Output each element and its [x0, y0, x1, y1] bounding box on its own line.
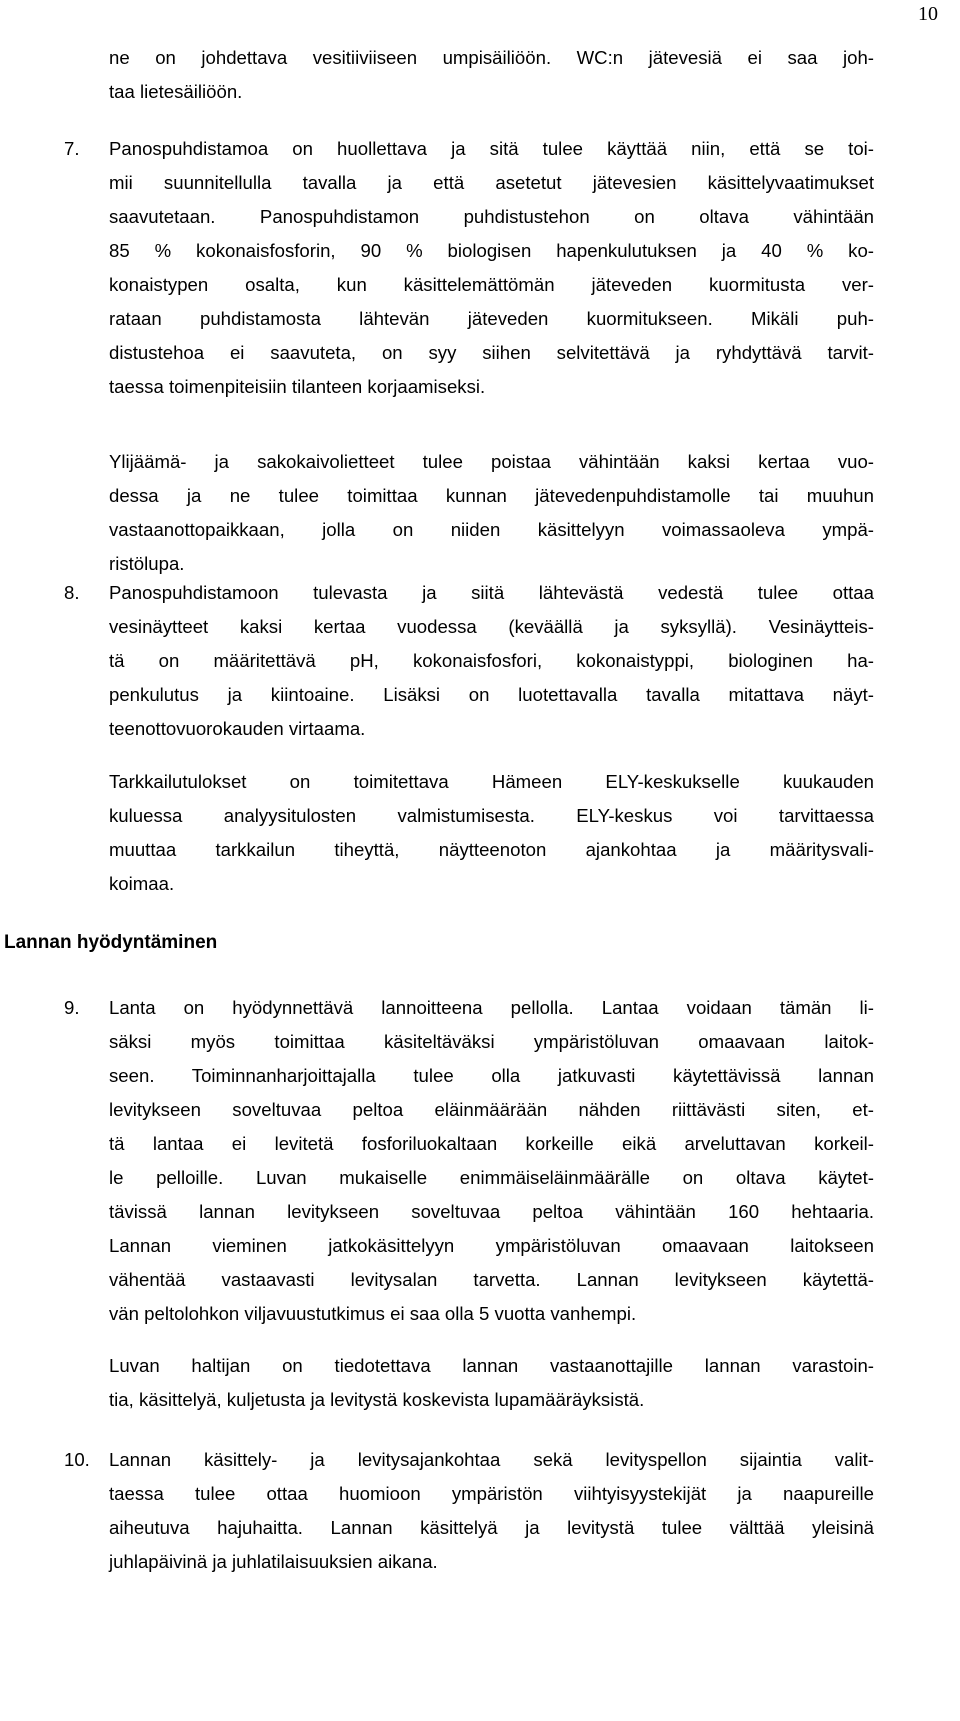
text-line: teenottovuorokauden virtaama.	[109, 718, 366, 739]
text-line: tia, käsittelyä, kuljetusta ja levitystä koskevista lupamääräyksistä.	[109, 1389, 645, 1410]
text-line: taessa tulee ottaa huomioon ympäristön viihtyisyystekijät ja naapureille	[109, 1483, 874, 1504]
text-line: dessa ja ne tulee toimittaa kunnan jätevedenpuhdistamolle tai muuhun	[109, 485, 874, 506]
item-number: 8.	[64, 582, 80, 603]
text-line: Lanta on hyödynnettävä lannoitteena pellolla. Lantaa voidaan tämän li-	[109, 997, 874, 1018]
text-line: muuttaa tarkkailun tiheyttä, näytteenoton ajankohtaa ja määritysvali-	[109, 839, 874, 860]
text-line: le pelloille. Luvan mukaiselle enimmäiseläinmäärälle on oltava käytet-	[109, 1167, 874, 1188]
text-line: aiheutuva hajuhaitta. Lannan käsittelyä ja levitystä tulee välttää yleisinä	[109, 1517, 874, 1538]
text-line: 85 % kokonaisfosforin, 90 % biologisen hapenkulutuksen ja 40 % ko-	[109, 240, 874, 261]
text-line: Tarkkailutulokset on toimitettava Hämeen ELY-keskukselle kuukauden	[109, 771, 874, 792]
text-line: Ylijäämä- ja sakokaivolietteet tulee poistaa vähintään kaksi kertaa vuo-	[109, 451, 874, 472]
text-line: taessa toimenpiteisiin tilanteen korjaamiseksi.	[109, 376, 486, 397]
text-line: Lannan vieminen jatkokäsittelyyn ympäristöluvan omaavaan laitokseen	[109, 1235, 874, 1256]
text-line: levitykseen soveltuvaa peltoa eläinmäärään nähden riittävästi siten, et-	[109, 1099, 874, 1120]
text-line: vähentää vastaavasti levitysalan tarvetta. Lannan levitykseen käytettä-	[109, 1269, 874, 1290]
text-line: ne on johdettava vesitiiviiseen umpisäiliöön. WC:n jätevesiä ei saa joh-	[109, 47, 874, 68]
text-line: saavutetaan. Panospuhdistamon puhdistustehon on oltava vähintään	[109, 206, 874, 227]
text-line: tä on määritettävä pH, kokonaisfosfori, kokonaistyppi, biologinen ha-	[109, 650, 874, 671]
text-line: kuluessa analyysitulosten valmistumisesta. ELY-keskus voi tarvittaessa	[109, 805, 874, 826]
text-line: juhlapäivinä ja juhlatilaisuuksien aikana.	[109, 1551, 438, 1572]
text-line: taa lietesäiliöön.	[109, 81, 243, 102]
item-number: 9.	[64, 997, 80, 1018]
text-line: vesinäytteet kaksi kertaa vuodessa (keväällä ja syksyllä). Vesinäytteis-	[109, 616, 874, 637]
text-line: Panospuhdistamoon tulevasta ja siitä lähtevästä vedestä tulee ottaa	[109, 582, 874, 603]
page-number: 10	[918, 3, 938, 25]
text-line: Luvan haltijan on tiedotettava lannan vastaanottajille lannan varastoin-	[109, 1355, 874, 1376]
text-line: mii suunnitellulla tavalla ja että asetetut jätevesien käsittelyvaatimukset	[109, 172, 874, 193]
text-line: Panospuhdistamoa on huollettava ja sitä tulee käyttää niin, että se toi-	[109, 138, 874, 159]
item-number: 7.	[64, 138, 80, 159]
text-line: vän peltolohkon viljavuustutkimus ei saa olla 5 vuotta vanhempi.	[109, 1303, 637, 1324]
text-line: koimaa.	[109, 873, 175, 894]
item-number: 10.	[64, 1449, 90, 1470]
text-line: Lannan käsittely- ja levitysajankohtaa sekä levityspellon sijaintia valit-	[109, 1449, 874, 1470]
text-line: säksi myös toimittaa käsiteltäväksi ympäristöluvan omaavaan laitok-	[109, 1031, 874, 1052]
text-line: tävissä lannan levitykseen soveltuvaa peltoa vähintään 160 hehtaaria.	[109, 1201, 874, 1222]
text-line: ristölupa.	[109, 553, 185, 574]
text-line: penkulutus ja kiintoaine. Lisäksi on luotettavalla tavalla mitattava näyt-	[109, 684, 874, 705]
text-line: distustehoa ei saavuteta, on syy siihen selvitettävä ja ryhdyttävä tarvit-	[109, 342, 874, 363]
text-line: rataan puhdistamosta lähtevän jäteveden kuormitukseen. Mikäli puh-	[109, 308, 874, 329]
section-heading: Lannan hyödyntäminen	[4, 932, 218, 953]
text-line: seen. Toiminnanharjoittajalla tulee olla jatkuvasti käytettävissä lannan	[109, 1065, 874, 1086]
text-line: tä lantaa ei levitetä fosforiluokaltaan korkeille eikä arveluttavan korkeil-	[109, 1133, 874, 1154]
text-line: konaistypen osalta, kun käsittelemättömän jäteveden kuormitusta ver-	[109, 274, 874, 295]
text-line: vastaanottopaikkaan, jolla on niiden käsittelyyn voimassaoleva ympä-	[109, 519, 874, 540]
